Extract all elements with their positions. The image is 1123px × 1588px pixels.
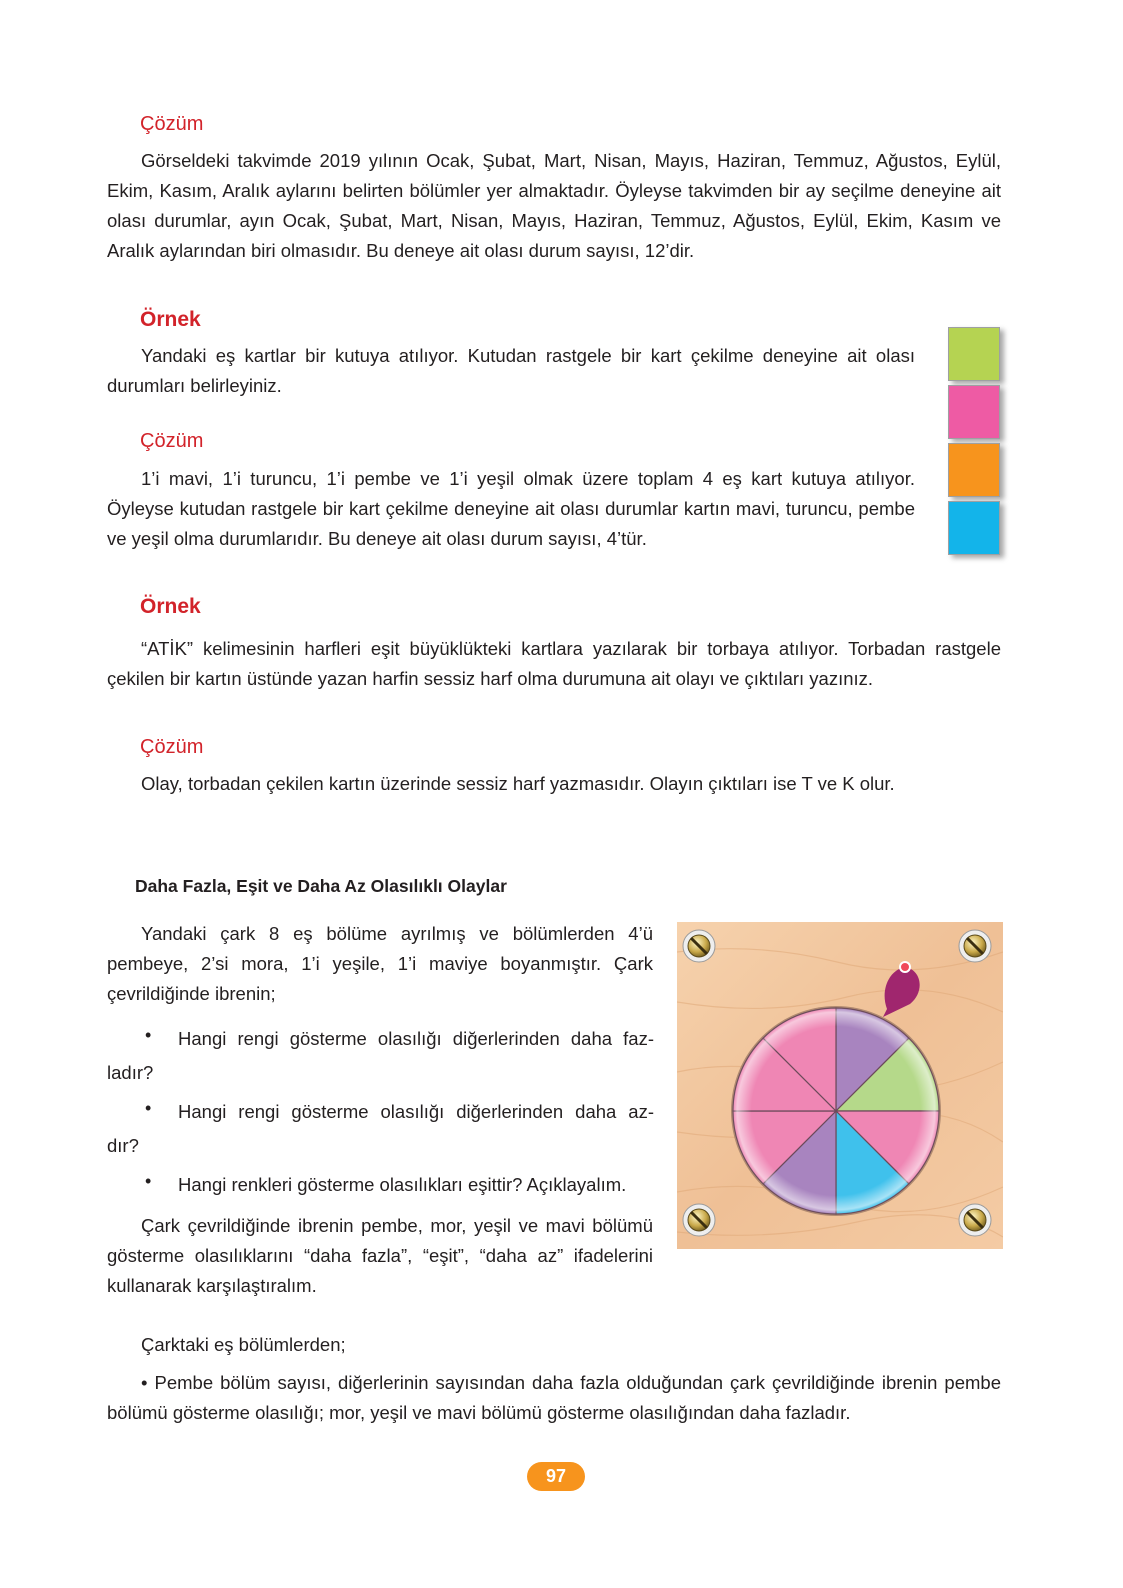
wheel-shine [733,1008,939,1214]
blue-card [948,501,1000,555]
bullet-1-line-2: ladır? [107,1062,154,1083]
bullet-mark-3: • [145,1171,152,1191]
equal-parts-text [107,1330,1001,1360]
bullet-2-line-1: Hangi rengi gösterme olasılığı diğerlerinden daha az- [178,1101,654,1122]
spinner-svg [677,922,1003,1249]
screw-icon [683,1204,715,1236]
bullet-1-line-1: Hangi rengi gösterme olasılığı diğerlerinden daha faz- [178,1028,654,1049]
page-number: 97 [527,1462,585,1491]
solution-paragraph-1: Görseldeki takvimde 2019 yılının Ocak, Şubat, Mart, Nisan, Mayıs, Haziran, Temmuz, Ağustos, Eylül, Ekim, Kasım, Aralık aylarını belirten bölümler yer almaktadır. Öyleyse takvimden bir ay seçilme deneyine ait olası durumlar, ayın Ocak, Şubat, Mart, Nisan, Mayıs, Haziran, Temmuz, Ağustos, Eylül, Ekim, Kasım ve Aralık aylarından biri olmasıdır. Bu deneye ait olası durum sayısı, 12’dir. [107,150,1001,261]
screw-icon [683,930,715,962]
section-heading: Daha Fazla, Eşit ve Daha Az Olasılıklı Olaylar [135,876,507,896]
solution-text-3 [107,769,1001,799]
solution-title-1: Çözüm [140,113,204,135]
conclusion-paragraph: • Pembe bölüm sayısı, diğerlerinin sayısından daha fazla olduğundan çark çevrildiğinde ibrenin pembe bölümü gösterme olasılığı; mor, yeşil ve mavi bölümü gösterme olasılığından daha fazladır. [107,1372,1001,1423]
bullet-2-line-2: dır? [107,1135,139,1156]
screw-icon [959,930,991,962]
orange-card [948,443,1000,497]
bullet-3-line-1: Hangi renkleri gösterme olasılıkları eşittir? Açıklayalım. [178,1174,627,1195]
solution-title-3: Çözüm [140,736,204,758]
example-title-1: Örnek [140,308,201,331]
solution-text-1 [107,146,1001,266]
equal-parts-paragraph: Çarktaki eş bölümlerden; [141,1334,346,1355]
compare-text [107,1211,653,1301]
example-paragraph-1: Yandaki eş kartlar bir kutuya atılıyor. Kutudan rastgele bir kart çekilme deneyine ait olası durumları belirleyiniz. [107,345,915,396]
example-text-2 [107,634,1001,694]
solution-paragraph-2: 1’i mavi, 1’i turuncu, 1’i pembe ve 1’i yeşil olmak üzere toplam 4 eş kart kutuya atılıyor. Öyleyse kutudan rastgele bir kart çekilme deneyine ait olası durumlar kartın mavi, turuncu, pembe ve yeşil olma durumlarıdır. Bu deneye ait olası durum sayısı, 4’tür. [107,468,915,549]
wheel [731,1006,941,1216]
example-text-1 [107,341,915,401]
solution-paragraph-3: Olay, torbadan çekilen kartın üzerinde sessiz harf yazmasıdır. Olayın çıktıları ise T ve K olur. [141,773,895,794]
example-paragraph-2: “ATİK” kelimesinin harfleri eşit büyüklükteki kartlara yazılarak bir torbaya atılıyor. Torbadan rastgele çekilen bir kartın üstünde yazan harfin sessiz harf olma durumuna ait olayı ve çıktıları yazınız. [107,638,1001,689]
green-card [948,327,1000,381]
bullet-mark-1: • [145,1025,152,1045]
spinner-wheel-image [677,922,1003,1249]
conclusion-text [107,1368,1001,1428]
pink-card [948,385,1000,439]
screw-icon [959,1204,991,1236]
solution-title-2: Çözüm [140,430,204,452]
solution-text-2 [107,464,915,554]
bullet-mark-2: • [145,1098,152,1118]
compare-paragraph: Çark çevrildiğinde ibrenin pembe, mor, yeşil ve mavi bölümü gösterme olasılıklarını “daha fazla”, “eşit”, “daha az” ifadelerini kullanarak karşılaştıralım. [107,1215,653,1296]
wheel-intro [107,919,653,1009]
example-title-2: Örnek [140,595,201,618]
wheel-intro-paragraph: Yandaki çark 8 eş bölüme ayrılmış ve bölümlerden 4’ü pembeye, 2’si mora, 1’i yeşile, 1’i maviye boyanmıştır. Çark çevrildiğinde ibrenin; [107,923,653,1004]
